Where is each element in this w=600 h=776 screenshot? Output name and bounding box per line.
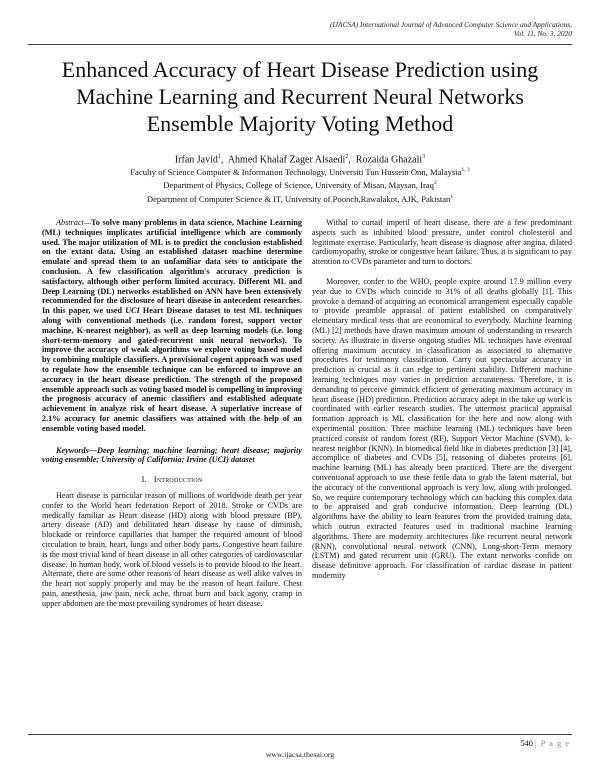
keywords bbox=[42, 446, 302, 466]
abstract-uci: UCI bbox=[125, 306, 140, 316]
paper-title: Enhanced Accuracy of Heart Disease Prediction using Machine Learning and Recurrent Neural Networks Ensemble Majority Voting Method bbox=[61, 57, 539, 136]
affiliation bbox=[30, 192, 570, 205]
affiliation bbox=[30, 178, 570, 191]
affiliation-mark: 1, 3 bbox=[461, 167, 470, 173]
header-divider bbox=[28, 44, 572, 45]
affiliation-mark: 2 bbox=[433, 180, 437, 187]
page-number bbox=[520, 739, 570, 748]
affiliation bbox=[30, 165, 570, 178]
keywords-text: Deep learning; machine learning; heart disease; majority voting ensemble; University of California; Irvine (UCI) dataset bbox=[42, 445, 302, 465]
affiliation-text: Department of Computer Science & IT, University of Poonch,Rawalakot, AJK, Pakistan bbox=[146, 193, 451, 204]
journal-header bbox=[152, 20, 572, 38]
page-number-value: 540 bbox=[520, 739, 533, 748]
section-number: I. bbox=[141, 475, 147, 485]
left-column bbox=[42, 218, 302, 608]
author-name: Rozaida Ghazali bbox=[355, 154, 423, 166]
keywords-lead: Keywords— bbox=[56, 445, 97, 455]
intro-paragraph: Heart disease is particular reason of millions of worldwide death per year confer to the World heart federation Report of 2018. Stroke or CVDs are medically familiar as Heart disease (HD) along with blood pressure (BP), artery disease (AD) and debilitated heart disease by cause of diminish, blockade or reinforce capillaries that hamper the required amount of blood circulation to brain, heart, lungs and other body parts. Congestive heart failure is the most trivial kind of heart disease in all other categories of cardiovascular disease. In human body, work of blood vessels is to provide blood to the heart. Alternate, there are some other reasons of heart disease as well alike valves in the heart not supply properly and may be the reason of heart failure. Chest pain, anesthesia, jaw pain, neck ache, throat burn and back agony, cramp in upper abdomen are the most prevailing syndromes of heart disease. bbox=[42, 490, 302, 608]
journal-volume: Vol. 11, No. 3, 2020 bbox=[513, 29, 572, 38]
affiliation-text: Department of Physics, College of Science, University of Misan, Maysan, Iraq bbox=[163, 180, 434, 191]
footer-divider bbox=[28, 734, 572, 735]
right-column bbox=[312, 218, 572, 581]
section-title: Introduction bbox=[153, 475, 203, 485]
abstract-text: To solve many problems in data science, Machine Learning (ML) techniques implicates artificial intelligence which are commonly used. The major utilization of ML is to predict the conclusion established on the extant data. Using an established dataset machine determine emulate and spread them to an unfamiliar data sets to anticipate the conclusion. A few classification algorithm's accuracy prediction is satisfactory, although other perform limited accuracy. Different ML and Deep Learning (DL) networks established on ANN have been extensively recommended for the disclosure of heart disease in antecedent researches. In this paper, we used bbox=[42, 218, 302, 316]
abstract-lead: Abstract— bbox=[56, 218, 92, 227]
author-affiliation-mark: 2 bbox=[345, 154, 349, 160]
body-paragraph: Moreover, confer to the WHO, people expire around 17.9 million every year due to CVDs which coincide to 31% of all deaths globally [1]. This provoke a demand of acquiring an economical arrangement especially capable to provide preamble appraisal of patient established on comparatively elementary medical tests that are economical to everybody. Machine learning (ML) [2] methods have drawn maximum amount of understanding in research society. As illustrate in diverse ongoing studies ML techniques have eventual offering maximum accuracy in classification as associated to alternative procedures for testimony classification. Carry out spectacular accuracy in prediction is crucial as it can edge to pertinent stability. Different machine learning techniques may varies in prediction accurateness. Therefore, it is demanding to perceive gimmick efficient of generating maximum accuracy in heart disease (HD) prediction. Prediction accuracy adept in the take up work is coordinated with earlier research studies. The uttermost practical appraisal formation approach is ML classification for the here and now along with experimental position. Three machine learning (ML) techniques have been practiced consist of random forest (RF), Support Vector Machine (SVM), k-nearest neighbor (KNN). In biomedical field like in diabetes prediction [3] [4], accomplice of diabetes and CVDs [5], reasoning of diabetes proteins [6], machine learning (ML) has already been practiced. There are the divergent conventional approach to use these fettle data to grab the latent material, but the accuracy of the conventional approach is very low, along with prolonged. So, we require contemporary technology which can backing this complex data to be appraised and grab conducive information. Deep learning (DL) algorithms have the ability to learn features from the provided training data, which outrun extracted features used in traditional machine learning algorithms. There are modernity architectures like recurrent neural network (RNN), convolutional neural network (CNN), Long-short-Term memory (LSTM) and gated recurrent unit (GRU). The extant networks confide on disease definitive approach. For classification of cardiac disease in patient modernity bbox=[312, 276, 572, 580]
author-name: Ahmed Khalaf Zager Alsaedi bbox=[227, 154, 346, 166]
abstract bbox=[42, 218, 302, 434]
author-affiliation-mark: 3 bbox=[422, 154, 426, 160]
body-paragraph: Withal to curtail imperil of heart disease, there are a few predominant aspects such as inhibited blood pressure, under control cholesterol and legitimate exercise. Particularly, heart disease is diagnose after angina, dilated cardiomyopathy, stroke or congestive heart failure. Thus, it is significant to pay attention to CVDs parameter and turn to doctors. bbox=[312, 218, 572, 267]
author-name: Irfan Javid bbox=[174, 154, 218, 166]
section-heading bbox=[42, 475, 302, 485]
abstract-text-continued: Heart Disease dataset to test ML techniques along with conventional methods (i.e. random forest, support vector machine, K-nearest neighbor), as well as deep learning models (i.e. long short-term-memory and gated-recurrent unit neural networks). To improve the accuracy of weak algorithms we explore voting based model by combining multiple classifiers. A provisional cogent approach was used to regulate how the ensemble technique can be enforced to improve an accuracy in the heart disease prediction. The strength of the proposed ensemble approach such as voting based model is compelling in improving the prognosis accuracy of anemic classifiers and established adequate achievement in analyze risk of heart disease. A superlative increase of 2.1% accuracy for anemic classifiers was attained with the help of an ensemble voting based model. bbox=[42, 306, 303, 433]
author-affiliation-mark: 1 bbox=[217, 154, 221, 160]
page-label: | P a g e bbox=[534, 739, 570, 748]
journal-url: www.ijacsa.thesai.org bbox=[265, 750, 335, 759]
affiliation-list bbox=[30, 165, 570, 205]
journal-name: (IJACSA) International Journal of Advanced Computer Science and Applications, bbox=[329, 20, 572, 29]
author-list: Irfan Javid$^1$, Ahmed Khalaf Zager Alsaedi$^2$, Rozaida Ghazali$^3$ bbox=[174, 154, 426, 166]
affiliation-mark: 1 bbox=[450, 193, 454, 200]
affiliation-text: Faculty of Science Computer & Information Technology, Universiti Tun Hussein Onn, Malaysia bbox=[130, 166, 462, 177]
